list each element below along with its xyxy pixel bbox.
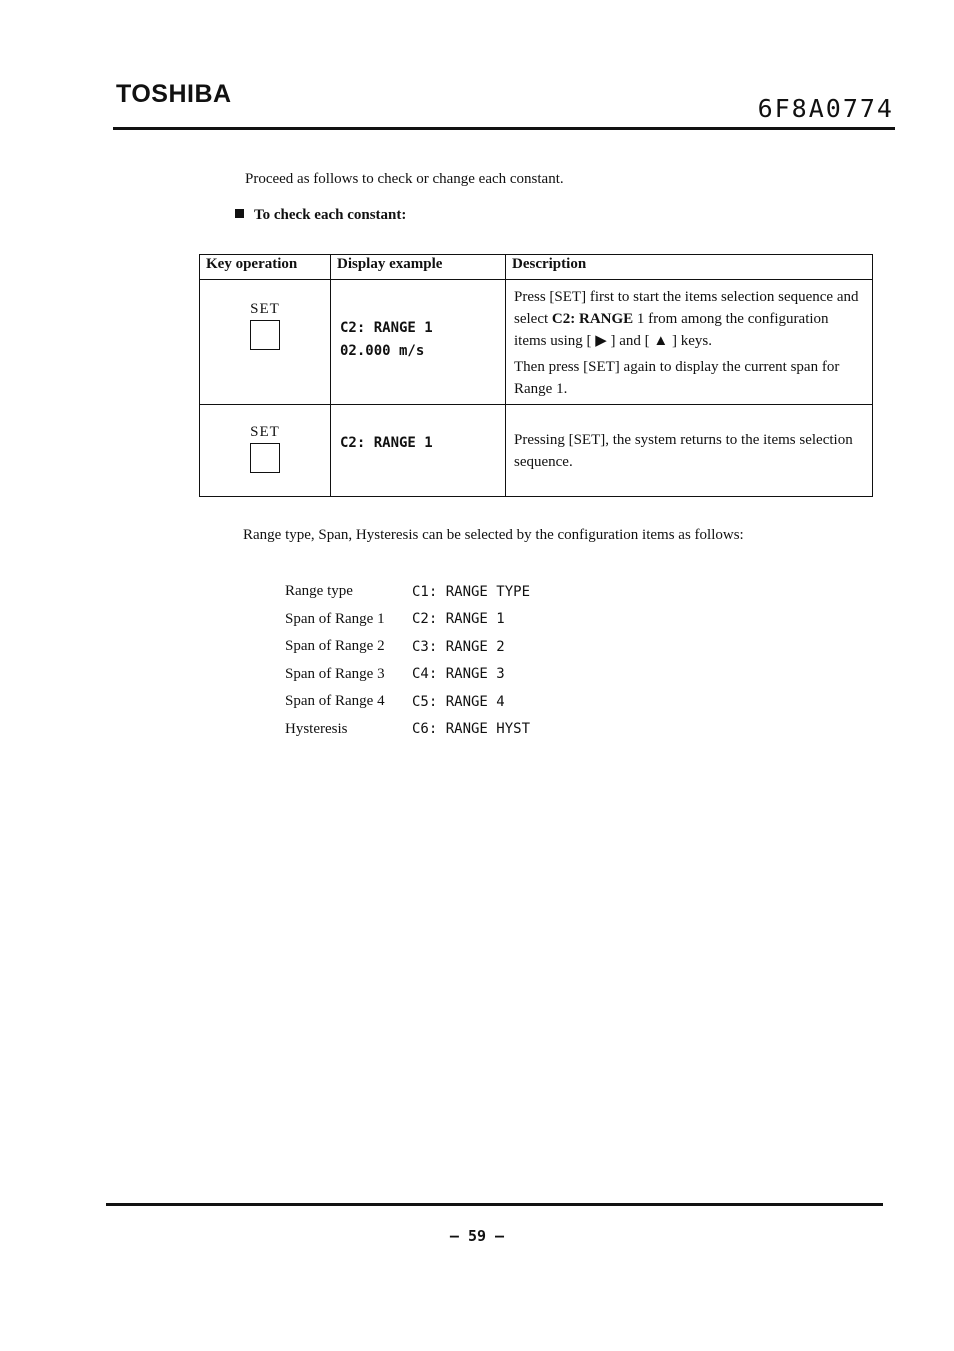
bullet-square-icon [235, 209, 244, 218]
config-code: C6: RANGE HYST [412, 721, 531, 738]
key-label: SET [250, 301, 280, 317]
description-text: Then press [SET] again to display the current span for Range 1. [514, 359, 840, 397]
description-text: Pressing [SET], the system returns to the items selection sequence. [514, 432, 853, 470]
list-item [285, 606, 530, 634]
key-cell [200, 280, 331, 405]
description-cell [506, 280, 873, 405]
config-code: C5: RANGE 4 [412, 693, 505, 710]
subheading [235, 207, 406, 224]
display-line: C2: RANGE 1 [340, 435, 433, 451]
config-name: Range type [285, 583, 353, 600]
set-key-icon [250, 443, 280, 473]
config-code: C2: RANGE 1 [412, 611, 505, 628]
description-part: 1 from among the configuration items using [ ▶ ] and [ ▲ ] keys. [514, 311, 829, 349]
description-text [514, 286, 864, 352]
config-list [285, 578, 530, 743]
key-cell [200, 405, 331, 497]
config-code: C1: RANGE TYPE [412, 583, 531, 600]
list-item [285, 578, 530, 606]
config-name: Span of Range 3 [285, 665, 385, 682]
description-bold: C2: RANGE [551, 311, 634, 327]
header-key-operation: Key operation [200, 255, 331, 280]
list-item [285, 633, 530, 661]
subheading-text: To check each constant: [254, 207, 407, 223]
intro-text: Proceed as follows to check or change each constant. [245, 171, 564, 187]
table-row [200, 280, 873, 405]
config-name: Span of Range 4 [285, 693, 385, 710]
document-number: 6F8A0774 [757, 94, 894, 123]
display-example [332, 406, 504, 455]
description-part: Press [SET] first to start the items selection sequence and select [514, 289, 859, 327]
list-item [285, 688, 530, 716]
header-rule [113, 127, 895, 130]
config-paragraph: Range type, Span, Hysteresis can be selected by the configuration items as follows: [243, 527, 744, 543]
header-display-example: Display example [331, 255, 506, 280]
display-example [332, 281, 504, 363]
table-row [200, 405, 873, 497]
header-description: Description [506, 255, 873, 280]
page-number: — 59 — [449, 1227, 505, 1245]
config-code: C4: RANGE 3 [412, 666, 505, 683]
display-cell [331, 280, 506, 405]
config-code: C3: RANGE 2 [412, 638, 505, 655]
display-line: C2: RANGE 1 [340, 320, 433, 336]
list-item [285, 716, 530, 744]
key-operation-table [199, 254, 873, 497]
display-cell [331, 405, 506, 497]
table-header-row [200, 255, 873, 280]
description-cell [506, 405, 873, 497]
footer-rule [106, 1203, 883, 1206]
key-label: SET [250, 424, 280, 440]
config-name: Hysteresis [285, 720, 348, 737]
display-line: 02.000 m/s [340, 343, 425, 359]
config-name: Span of Range 2 [285, 638, 385, 655]
list-item [285, 661, 530, 689]
config-name: Span of Range 1 [285, 610, 385, 627]
toshiba-logo: TOSHIBA [116, 80, 232, 108]
set-key-icon [250, 320, 280, 350]
